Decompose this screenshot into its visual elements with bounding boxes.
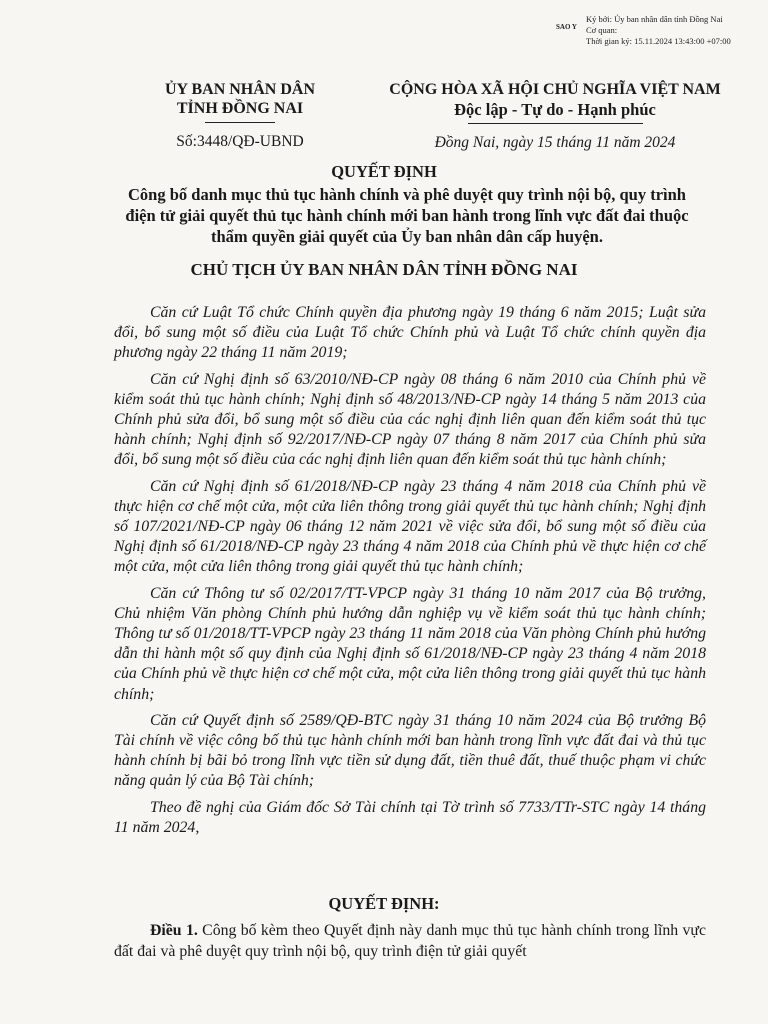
agency-line: Cơ quan: <box>586 25 618 35</box>
basis-paragraph: Căn cứ Thông tư số 02/2017/TT-VPCP ngày 31 tháng 10 năm 2017 của Bộ trưởng, Chủ nhiệm Văn phòng Chính phủ hướng dẫn nghiệp vụ về kiểm soát thủ tục hành chính; Thông tư số 01/2018/TT-VPCP ngày 23 tháng 11 năm 2018 của Văn phòng Chính phủ hướng dẫn thi hành một số quy định của Nghị định số 61/2018/NĐ-CP ngày 23 tháng 4 năm 2018 của Chính phủ về thực hiện cơ chế một cửa, một cửa liên thông trong giải quyết thủ tục hành chính; <box>114 584 706 703</box>
basis-paragraph: Căn cứ Nghị định số 63/2010/NĐ-CP ngày 08 tháng 6 năm 2010 của Chính phủ về kiểm soát thủ tục hành chính; Nghị định số 48/2013/NĐ-CP ngày 14 tháng 5 năm 2013 của Chính phủ sửa đổi, bổ sung một số điều của các nghị định liên quan đến kiểm soát thủ tục hành chính; Nghị định số 92/2017/NĐ-CP ngày 07 tháng 8 năm 2017 của Chính phủ sửa đổi, bổ sung một số điều của các nghị định liên quan đến kiểm soát thủ tục hành chính; <box>114 370 706 469</box>
sign-time-line: Thời gian ký: 15.11.2024 13:43:00 +07:00 <box>586 36 731 46</box>
national-header <box>360 80 750 152</box>
issuer-line-2: TỈNH ĐỒNG NAI <box>176 100 304 117</box>
basis-paragraph: Căn cứ Luật Tổ chức Chính quyền địa phương ngày 19 tháng 6 năm 2015; Luật sửa đổi, bổ sung một số điều của Luật Tổ chức Chính phủ và Luật Tổ chức chính quyền địa phương ngày 22 tháng 11 năm 2019; <box>114 304 706 362</box>
document-subtitle: Công bố danh mục thủ tục hành chính và phê duyệt quy trình nội bộ, quy trình điện tử giải quyết thủ tục hành chính mới ban hành trong lĩnh vực đất đai thuộc thẩm quyền giải quyết của Ủy ban nhân dân cấp huyện. <box>125 185 689 246</box>
basis-paragraph: Căn cứ Nghị định số 61/2018/NĐ-CP ngày 23 tháng 4 năm 2018 của Chính phủ về thực hiện cơ chế một cửa, một cửa liên thông trong giải quyết thủ tục hành chính; Nghị định số 107/2021/NĐ-CP ngày 06 tháng 12 năm 2021 về việc sửa đổi, bổ sung một số điều của Nghị định số 61/2018/NĐ-CP ngày 23 tháng 4 năm 2018 của Chính phủ về thực hiện cơ chế một cửa, một cửa liên thông trong giải quyết thủ tục hành chính; <box>114 477 706 576</box>
document-number: Số:3448/QĐ-UBND <box>176 133 304 150</box>
article-1-paragraph <box>114 920 706 962</box>
signer-line: Ký bởi: Ủy ban nhân dân tỉnh Đồng Nai <box>586 14 723 24</box>
document-date: Đồng Nai, ngày 15 tháng 11 năm 2024 <box>434 134 676 151</box>
national-motto: Độc lập - Tự do - Hạnh phúc <box>454 100 656 119</box>
copy-stamp: SAO Y <box>556 23 577 31</box>
chairman-heading: CHỦ TỊCH ỦY BAN NHÂN DÂN TỈNH ĐỒNG NAI <box>190 260 578 279</box>
issuer-line-1: ỦY BAN NHÂN DÂN <box>164 81 316 98</box>
motto-underline <box>468 123 643 124</box>
basis-paragraph: Theo đề nghị của Giám đốc Sở Tài chính tại Tờ trình số 7733/TTr-STC ngày 14 tháng 11 năm 2024, <box>114 798 706 836</box>
legal-basis <box>114 303 706 844</box>
basis-paragraph: Căn cứ Quyết định số 2589/QĐ-BTC ngày 31 tháng 10 năm 2024 của Bộ trưởng Bộ Tài chính về việc công bố thủ tục hành chính mới ban hành trong lĩnh vực đất đai và thủ tục hành chính bị bãi bỏ trong lĩnh vực tiền sử dụng đất, tiền thuê đất, thuế thuộc phạm vi chức năng quản lý của Bộ Tài chính; <box>114 711 706 790</box>
national-title: CỘNG HÒA XÃ HỘI CHỦ NGHĨA VIỆT NAM <box>389 81 721 98</box>
article-1-label: Điều 1. <box>150 922 198 939</box>
article-1 <box>114 920 706 962</box>
issuer-header <box>150 80 330 151</box>
article-1-text: Công bố kèm theo Quyết định này danh mục thủ tục hành chính trong lĩnh vực đất đai và phê duyệt quy trình nội bộ, quy trình điện tử giải quyết <box>114 922 706 960</box>
decision-heading: QUYẾT ĐỊNH: <box>328 894 440 913</box>
issuer-underline <box>205 122 275 123</box>
document-title: QUYẾT ĐỊNH <box>331 162 437 181</box>
digital-signature-block <box>556 14 731 47</box>
